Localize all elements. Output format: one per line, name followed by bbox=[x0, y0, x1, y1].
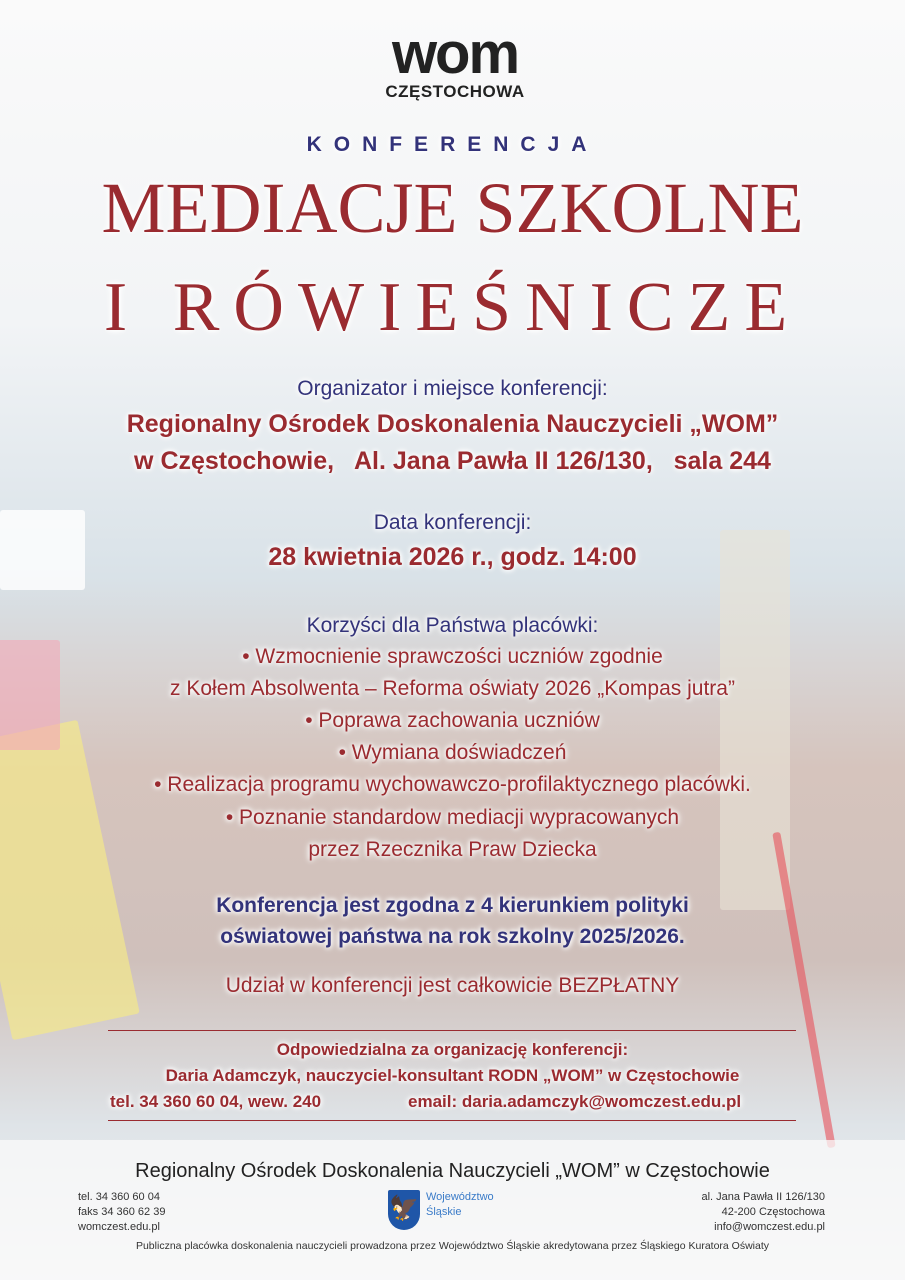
date-label: Data konferencji: bbox=[373, 511, 532, 534]
benefit-line: • Wymiana doświadczeń bbox=[338, 741, 567, 764]
wom-logo bbox=[355, 21, 555, 102]
contact-phone: tel. 34 360 60 04, wew. 240 bbox=[110, 1092, 322, 1111]
organizer-line-2: w Częstochowie, Al. Jana Pawła II 126/130, sala 244 bbox=[134, 447, 771, 475]
footer-note: Publiczna placówka doskonalenia nauczycieli prowadzona przez Województwo Śląskie akredytowana przez Śląskiego Kuratora Oświaty bbox=[135, 1240, 770, 1252]
footer-web[interactable]: womczest.edu.pl bbox=[78, 1221, 160, 1233]
free-participation: Udział w konferencji jest całkowicie BEZPŁATNY bbox=[225, 974, 680, 997]
title-line-1: MEDIACJE SZKOLNE bbox=[101, 168, 804, 248]
benefit-line: • Realizacja programu wychowawczo-profilaktycznego placówki. bbox=[154, 773, 751, 796]
region-name-1: Województwo bbox=[426, 1191, 494, 1203]
benefit-line: przez Rzecznika Praw Dziecka bbox=[308, 838, 597, 861]
benefit-line: • Poprawa zachowania uczniów bbox=[305, 709, 600, 732]
contact-person: Daria Adamczyk, nauczyciel-konsultant RODN „WOM” w Częstochowie bbox=[165, 1066, 740, 1085]
footer-tel: tel. 34 360 60 04 bbox=[78, 1191, 160, 1203]
contact-label: Odpowiedzialna za organizację konferencji: bbox=[276, 1040, 629, 1059]
footer-fax: faks 34 360 62 39 bbox=[78, 1206, 166, 1218]
divider bbox=[108, 1120, 796, 1121]
contact-email[interactable]: email: daria.adamczyk@womczest.edu.pl bbox=[408, 1092, 742, 1111]
date-value: 28 kwietnia 2026 r., godz. 14:00 bbox=[268, 543, 637, 571]
logo-city: CZĘSTOCHOWA bbox=[385, 82, 525, 101]
footer bbox=[0, 1140, 905, 1280]
benefit-line: • Poznanie standardow mediacji wypracowanych bbox=[225, 806, 680, 829]
policy-line-1: Konferencja jest zgodna z 4 kierunkiem polityki bbox=[216, 894, 689, 917]
title-line-2: I RÓWIEŚNICZE bbox=[103, 269, 802, 346]
benefit-line: • Wzmocnienie sprawczości uczniów zgodnie bbox=[242, 645, 663, 668]
kicker: KONFERENCJA bbox=[306, 133, 599, 156]
footer-mail[interactable]: info@womczest.edu.pl bbox=[714, 1221, 825, 1233]
benefits-label: Korzyści dla Państwa placówki: bbox=[306, 614, 599, 637]
coat-of-arms-icon: 🦅 bbox=[388, 1190, 420, 1230]
logo-brand: wom bbox=[391, 21, 519, 86]
footer-address-1: al. Jana Pawła II 126/130 bbox=[701, 1191, 825, 1203]
footer-address-2: 42-200 Częstochowa bbox=[721, 1206, 825, 1218]
divider bbox=[108, 1030, 796, 1031]
organizer-line-1: Regionalny Ośrodek Doskonalenia Nauczycieli „WOM” bbox=[126, 410, 779, 438]
region-name-2: Śląskie bbox=[426, 1206, 462, 1218]
organizer-label: Organizator i miejsce konferencji: bbox=[297, 377, 608, 400]
footer-title: Regionalny Ośrodek Doskonalenia Nauczycieli „WOM” w Częstochowie bbox=[135, 1160, 770, 1182]
benefit-line: z Kołem Absolwenta – Reforma oświaty 2026 „Kompas jutra” bbox=[170, 677, 735, 700]
policy-line-2: oświatowej państwa na rok szkolny 2025/2026. bbox=[220, 925, 685, 948]
